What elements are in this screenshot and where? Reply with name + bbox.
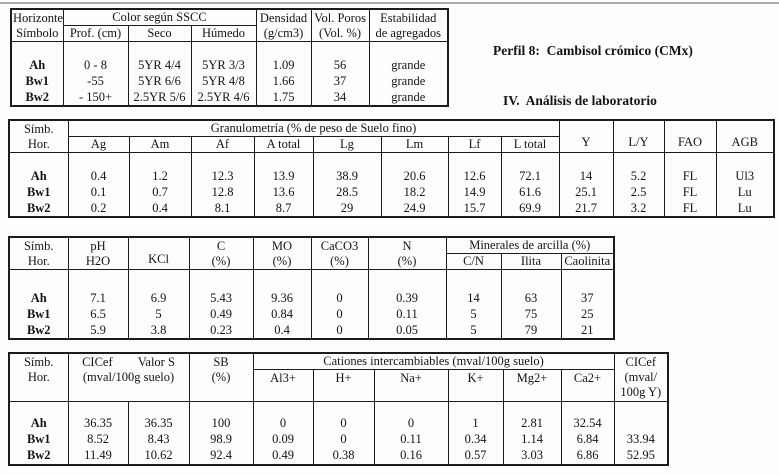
header-row — [9, 120, 774, 137]
cell-humedo: 5YR 3/3 — [191, 57, 256, 73]
table-row-bw1 — [9, 306, 614, 322]
label-cicef-y-unit1: (mval/ — [624, 369, 658, 384]
col-header-lm: Lm — [381, 137, 448, 153]
spacer-cell — [368, 270, 446, 291]
col-header-color-sscc: Color según SSCC — [63, 9, 256, 26]
cell: 63 — [501, 290, 561, 306]
cell: 0.2 — [68, 200, 129, 217]
cell: 0.84 — [253, 306, 311, 322]
cell: 15.7 — [448, 200, 501, 217]
cell: 0.34 — [448, 432, 503, 448]
col-header-caco3 — [311, 237, 368, 270]
cell-estabilidad: grande — [369, 73, 448, 89]
cell: 0 — [253, 416, 313, 432]
label-valor-s: Valor S — [137, 355, 175, 369]
spacer-cell — [448, 153, 501, 169]
label-mo: MO — [271, 238, 293, 253]
label-hor: Hor. — [27, 253, 50, 268]
spacer-cell — [254, 153, 313, 169]
col-header-ph-h2o — [68, 237, 128, 270]
table-row-ah — [9, 168, 774, 184]
cell: 24.9 — [381, 200, 448, 217]
cell: 0 — [374, 416, 448, 432]
label-n-unit: (%) — [397, 253, 417, 268]
cell: 0.1 — [68, 184, 129, 200]
table-row-bw1 — [9, 432, 668, 448]
cell: 3.2 — [613, 200, 664, 217]
cell-estabilidad: grande — [369, 57, 448, 73]
cell: 11.49 — [68, 448, 128, 465]
cell: 79 — [501, 322, 561, 339]
cell: 6.86 — [561, 448, 614, 465]
row-label: Bw1 — [9, 306, 68, 322]
col-header-sb — [189, 353, 253, 401]
col-header-fao: FAO — [664, 120, 716, 153]
cell: 0.16 — [374, 448, 448, 465]
spacer-cell — [561, 270, 614, 291]
table-row-bw1 — [11, 73, 448, 89]
table-row-ah — [11, 57, 448, 73]
cell: 0 — [311, 290, 368, 306]
col-header-cn: C/N — [446, 254, 501, 270]
cell: 5.9 — [68, 322, 128, 339]
header-row — [11, 9, 448, 26]
label-densidad: Densidad — [259, 10, 308, 25]
cell: 1.14 — [503, 432, 561, 448]
spacer-cell — [128, 401, 189, 416]
cell: 25 — [561, 306, 614, 322]
cicef-valor-s-line — [70, 355, 188, 370]
spacer-cell — [9, 401, 68, 416]
spacer-row — [11, 42, 448, 58]
col-header-vol-poros — [311, 9, 369, 42]
section-title-line: IV. Análisis de laboratorio — [503, 93, 657, 109]
table-ph-minerales — [8, 236, 615, 340]
spacer-cell — [191, 42, 256, 58]
cell: 8.52 — [68, 432, 128, 448]
col-header-h: H+ — [313, 369, 374, 401]
label-vol-poros-unit: (Vol. %) — [318, 25, 362, 40]
cell-densidad: 1.66 — [256, 73, 311, 89]
col-header-lg: Lg — [313, 137, 381, 153]
cell-vol-poros: 34 — [311, 89, 369, 106]
table-row-bw2 — [9, 200, 774, 217]
cell: 0 — [311, 306, 368, 322]
cell: 1.2 — [129, 168, 191, 184]
table-cationes — [8, 352, 669, 466]
label-c: C — [216, 238, 226, 253]
cell: 38.9 — [313, 168, 381, 184]
spacer-cell — [503, 401, 561, 416]
cell: 0.11 — [368, 306, 446, 322]
cell: 0 — [313, 416, 374, 432]
spacer-cell — [369, 42, 448, 58]
cell: 8.43 — [128, 432, 189, 448]
spacer-cell — [313, 153, 381, 169]
cell: 0.39 — [368, 290, 446, 306]
table-row-ah — [9, 416, 668, 432]
cell: 12.3 — [191, 168, 254, 184]
cell: 0.11 — [374, 432, 448, 448]
label-sb-unit: (%) — [211, 369, 231, 384]
cell-seco: 5YR 6/6 — [128, 73, 191, 89]
cell: 5 — [446, 322, 501, 339]
cell: 6.84 — [561, 432, 614, 448]
cell: 8.7 — [254, 200, 313, 217]
label-vol-poros: Vol. Poros — [314, 10, 366, 25]
spacer-row — [9, 401, 668, 416]
label-h2o: H2O — [85, 253, 111, 268]
cell: FL — [664, 168, 716, 184]
spacer-cell — [253, 270, 311, 291]
label-caco3-unit: (%) — [330, 253, 349, 268]
cell: 3.03 — [503, 448, 561, 465]
cell: 33.94 — [614, 432, 668, 448]
cell: 37 — [561, 290, 614, 306]
col-header-a-total: A total — [254, 137, 313, 153]
spacer-cell — [313, 401, 374, 416]
col-header-estabilidad — [369, 9, 448, 42]
col-header-cicef-y — [614, 353, 668, 401]
label-simb: Símb. — [23, 355, 54, 369]
table-granulometria — [8, 119, 775, 218]
spacer-cell — [256, 42, 311, 58]
row-label: Bw2 — [11, 89, 63, 106]
col-header-densidad — [256, 9, 311, 42]
cell: 0.57 — [448, 448, 503, 465]
row-label: Bw1 — [9, 432, 68, 448]
spacer-row — [9, 270, 614, 291]
spacer-cell — [716, 153, 774, 169]
cell: 20.6 — [381, 168, 448, 184]
label-ph: pH — [90, 238, 106, 253]
cell: 13.9 — [254, 168, 313, 184]
scan-artifact-line — [0, 2, 779, 4]
spacer-cell — [68, 153, 129, 169]
profile-title-line: Perfil 8: Cambisol crómico (CMx) — [493, 42, 693, 58]
cell: 5 — [128, 306, 189, 322]
spacer-cell — [128, 270, 189, 291]
cell: 5.43 — [189, 290, 253, 306]
cell: 5.2 — [613, 168, 664, 184]
spacer-cell — [374, 401, 448, 416]
row-label: Bw1 — [11, 73, 63, 89]
cell: 100 — [189, 416, 253, 432]
cell-seco: 2.5YR 5/6 — [128, 89, 191, 106]
col-header-am: Am — [129, 137, 191, 153]
cell-prof: 0 - 8 — [63, 57, 128, 73]
cell: Lu — [716, 184, 774, 200]
col-header-af: Af — [191, 137, 254, 153]
col-header-cicef-valor-s — [68, 353, 189, 401]
row-label: Bw2 — [9, 200, 68, 217]
spacer-cell — [63, 42, 128, 58]
row-label: Ah — [9, 290, 68, 306]
row-label: Bw1 — [9, 184, 68, 200]
cell-prof: - 150+ — [63, 89, 128, 106]
spacer-cell — [501, 270, 561, 291]
cell: Ul3 — [716, 168, 774, 184]
spacer-cell — [253, 401, 313, 416]
spacer-cell — [129, 153, 191, 169]
col-header-mo — [253, 237, 311, 270]
spacer-cell — [68, 270, 128, 291]
col-header-seco: Seco — [128, 26, 191, 42]
col-header-c — [189, 237, 253, 270]
row-label: Ah — [9, 168, 68, 184]
cell: 98.9 — [189, 432, 253, 448]
cell: Lu — [716, 200, 774, 217]
col-header-humedo: Húmedo — [191, 26, 256, 42]
col-header-mg: Mg2+ — [503, 369, 561, 401]
row-label: Ah — [11, 57, 63, 73]
spacer-cell — [448, 401, 503, 416]
spacer-cell — [311, 270, 368, 291]
cell — [614, 416, 668, 432]
spacer-cell — [9, 270, 68, 291]
cell: 0.49 — [189, 306, 253, 322]
col-header-simb-hor — [9, 353, 68, 401]
spacer-cell — [614, 401, 668, 416]
cell: 1 — [448, 416, 503, 432]
cell: 0 — [311, 322, 368, 339]
col-header-ly: L/Y — [613, 120, 664, 153]
cell: 0.4 — [129, 200, 191, 217]
cell: 2.81 — [503, 416, 561, 432]
table-row-bw2 — [9, 322, 614, 339]
label-estabilidad2: de agregados — [375, 25, 442, 40]
col-header-agb: AGB — [716, 120, 774, 153]
cell-vol-poros: 56 — [311, 57, 369, 73]
cell-densidad: 1.09 — [256, 57, 311, 73]
col-header-kcl: KCl — [128, 237, 189, 270]
cell: 72.1 — [501, 168, 559, 184]
cell: 69.9 — [501, 200, 559, 217]
label-mval-suelo: (mval/100g suelo) — [82, 369, 175, 384]
col-header-horizonte-simbolo — [11, 9, 63, 42]
col-header-ca: Ca2+ — [561, 369, 614, 401]
cell: 92.4 — [189, 448, 253, 465]
table-color-density — [10, 8, 449, 107]
spacer-cell — [561, 401, 614, 416]
row-label: Bw2 — [9, 322, 68, 339]
cell: 18.2 — [381, 184, 448, 200]
cell: 8.1 — [191, 200, 254, 217]
cell: 0.4 — [253, 322, 311, 339]
spacer-cell — [501, 153, 559, 169]
cell: 6.9 — [128, 290, 189, 306]
cell-estabilidad: grande — [369, 89, 448, 106]
label-simb: Símb. — [23, 238, 54, 253]
table-row-bw2 — [11, 89, 448, 106]
cell: 12.8 — [191, 184, 254, 200]
spacer-cell — [381, 153, 448, 169]
cell: 32.54 — [561, 416, 614, 432]
cell: 7.1 — [68, 290, 128, 306]
cell: 6.5 — [68, 306, 128, 322]
cell-densidad: 1.75 — [256, 89, 311, 106]
spacer-cell — [9, 153, 68, 169]
cell-vol-poros: 37 — [311, 73, 369, 89]
cell: 25.1 — [559, 184, 613, 200]
cell: 14 — [559, 168, 613, 184]
spacer-cell — [446, 270, 501, 291]
col-header-simb-hor — [9, 237, 68, 270]
label-cicef-y-unit2: 100g Y) — [620, 384, 662, 399]
cell: 0.4 — [68, 168, 129, 184]
label-cicef-y: CICef — [625, 355, 657, 369]
table-row-ah — [9, 290, 614, 306]
header-row — [9, 237, 614, 254]
cell: 21 — [561, 322, 614, 339]
spacer-cell — [664, 153, 716, 169]
cell: 52.95 — [614, 448, 668, 465]
col-header-cationes: Cationes intercambiables (mval/100g suelo) — [253, 353, 614, 369]
cell: FL — [664, 184, 716, 200]
spacer-row — [9, 153, 774, 169]
cell: 2.5 — [613, 184, 664, 200]
spacer-cell — [11, 42, 63, 58]
cell-seco: 5YR 4/4 — [128, 57, 191, 73]
col-header-n — [368, 237, 446, 270]
cell: 14 — [446, 290, 501, 306]
col-header-ilita: Ilita — [501, 254, 561, 270]
spacer-cell — [189, 401, 253, 416]
cell: 3.8 — [128, 322, 189, 339]
cell: 12.6 — [448, 168, 501, 184]
label-horizonte: Horizonte — [13, 10, 63, 25]
label-hor: Hor. — [27, 136, 50, 151]
cell: 14.9 — [448, 184, 501, 200]
col-header-ag: Ag — [68, 137, 129, 153]
label-simb: Símb. — [23, 121, 54, 136]
cell: 21.7 — [559, 200, 613, 217]
cell-humedo: 2.5YR 4/6 — [191, 89, 256, 106]
col-header-al: Al3+ — [253, 369, 313, 401]
cell: 13.6 — [254, 184, 313, 200]
label-estabilidad: Estabilidad — [380, 10, 437, 25]
label-hor: Hor. — [27, 369, 50, 384]
spacer-cell — [311, 42, 369, 58]
col-header-simb-hor — [9, 120, 68, 153]
cell: 61.6 — [501, 184, 559, 200]
col-header-caolinita: Caolinita — [561, 254, 614, 270]
label-simbolo: Símbolo — [16, 25, 59, 40]
spacer-cell — [68, 401, 128, 416]
spacer-cell — [613, 153, 664, 169]
header-row — [9, 353, 668, 369]
col-header-y: Y — [559, 120, 613, 153]
cell: 0.05 — [368, 322, 446, 339]
cell: 36.35 — [68, 416, 128, 432]
col-header-prof: Prof. (cm) — [63, 26, 128, 42]
col-header-minerales: Minerales de arcilla (%) — [446, 237, 614, 254]
cell: 0.49 — [253, 448, 313, 465]
spacer-cell — [189, 270, 253, 291]
cell: 29 — [313, 200, 381, 217]
label-caco3: CaCO3 — [320, 238, 359, 253]
cell-humedo: 5YR 4/8 — [191, 73, 256, 89]
row-label: Bw2 — [9, 448, 68, 465]
cell: 0.09 — [253, 432, 313, 448]
spacer-cell — [559, 153, 613, 169]
label-c-unit: (%) — [211, 253, 231, 268]
cell: FL — [664, 200, 716, 217]
cell: 75 — [501, 306, 561, 322]
col-header-na: Na+ — [374, 369, 448, 401]
cell: 9.36 — [253, 290, 311, 306]
cell: 0 — [313, 432, 374, 448]
col-header-lf: Lf — [448, 137, 501, 153]
table-row-bw2 — [9, 448, 668, 465]
cell: 0.7 — [129, 184, 191, 200]
label-cicef: CICef — [82, 355, 113, 369]
cell: 10.62 — [128, 448, 189, 465]
col-header-l-total: L total — [501, 137, 559, 153]
label-densidad-unit: (g/cm3) — [263, 25, 304, 40]
label-sb: SB — [213, 355, 229, 369]
cell: 28.5 — [313, 184, 381, 200]
spacer-cell — [191, 153, 254, 169]
cell: 36.35 — [128, 416, 189, 432]
cell: 0.38 — [313, 448, 374, 465]
cell-prof: -55 — [63, 73, 128, 89]
table-row-bw1 — [9, 184, 774, 200]
spacer-cell — [128, 42, 191, 58]
label-n: N — [402, 238, 412, 253]
row-label: Ah — [9, 416, 68, 432]
cell: 5 — [446, 306, 501, 322]
col-header-granulometria: Granulometría (% de peso de Suelo fino) — [68, 120, 559, 137]
cell: 0.23 — [189, 322, 253, 339]
label-mo-unit: (%) — [272, 253, 292, 268]
col-header-k: K+ — [448, 369, 503, 401]
